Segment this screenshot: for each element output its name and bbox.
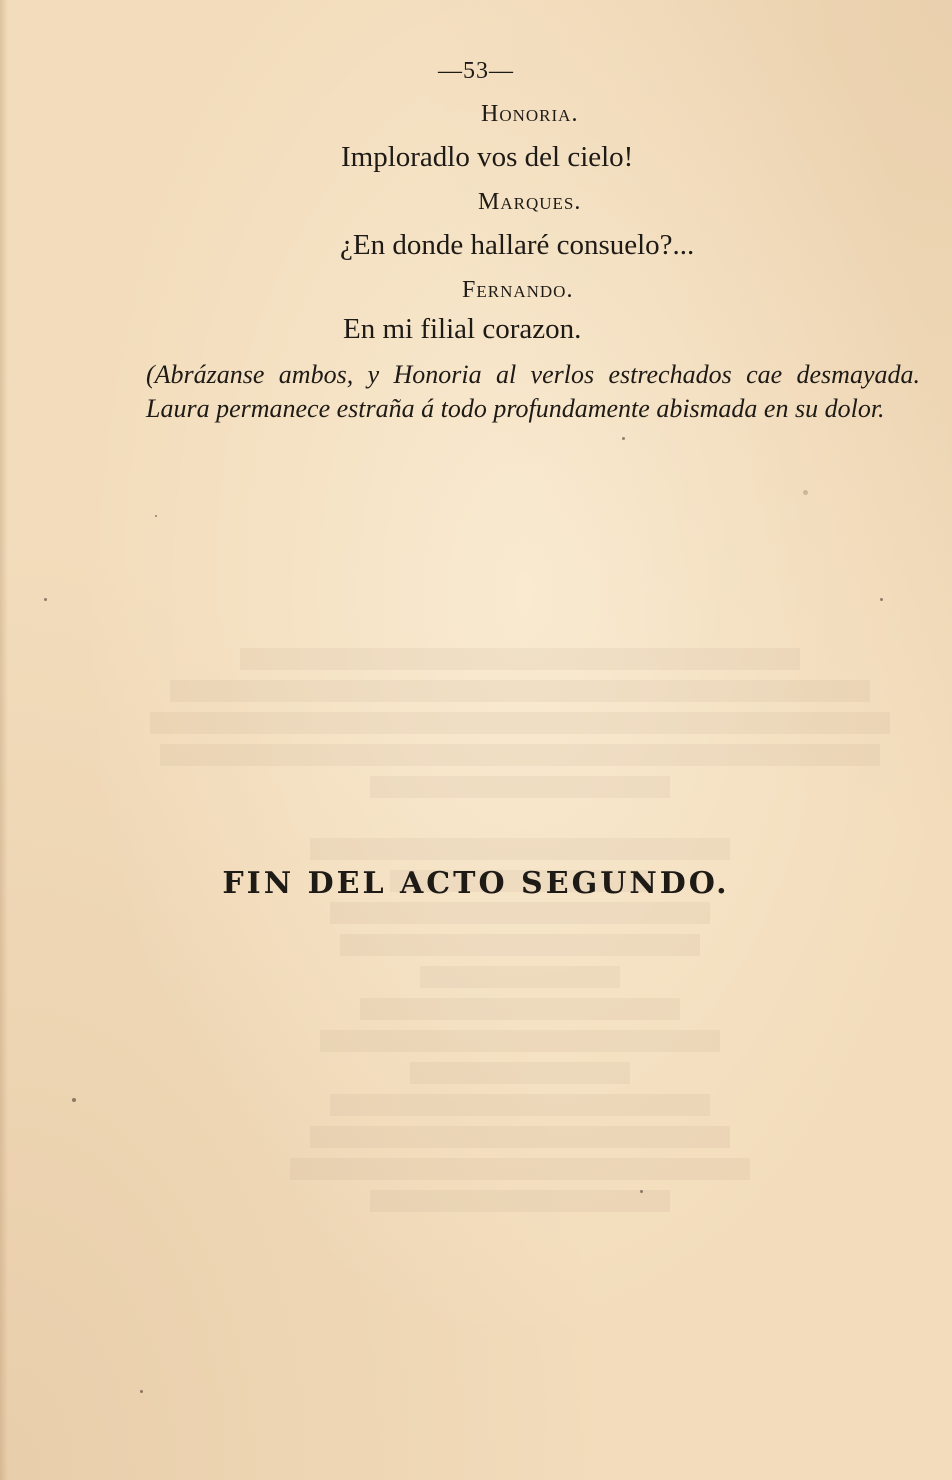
speaker-honoria: Honoria. [481, 101, 579, 127]
ink-speck [622, 437, 625, 440]
ink-speck [140, 1390, 143, 1393]
page-number: —53— [438, 58, 514, 84]
speaker-fernando: Fernando. [462, 277, 574, 303]
speaker-marques: Marques. [478, 189, 582, 215]
ink-speck [72, 1098, 76, 1102]
stage-direction: (Abrázanse ambos, y Honoria al verlos estrechados cae desmayada. Laura permanece estraña á todo profundamente abismada en su dolor. [146, 360, 920, 423]
ink-speck [44, 598, 47, 601]
ink-speck [640, 1190, 643, 1193]
verse-line-1: Imploradlo vos del cielo! [341, 141, 634, 173]
ink-speck [155, 515, 157, 517]
ink-speck [880, 598, 883, 601]
verse-line-2: ¿En donde hallaré consuelo?... [340, 229, 695, 261]
end-of-act-heading: FIN DEL ACTO SEGUNDO. [222, 866, 730, 901]
page-edge-shadow [0, 0, 8, 1480]
show-through-bleed [120, 480, 920, 1460]
verse-line-3: En mi filial corazon. [343, 313, 582, 345]
ink-speck [803, 490, 808, 495]
